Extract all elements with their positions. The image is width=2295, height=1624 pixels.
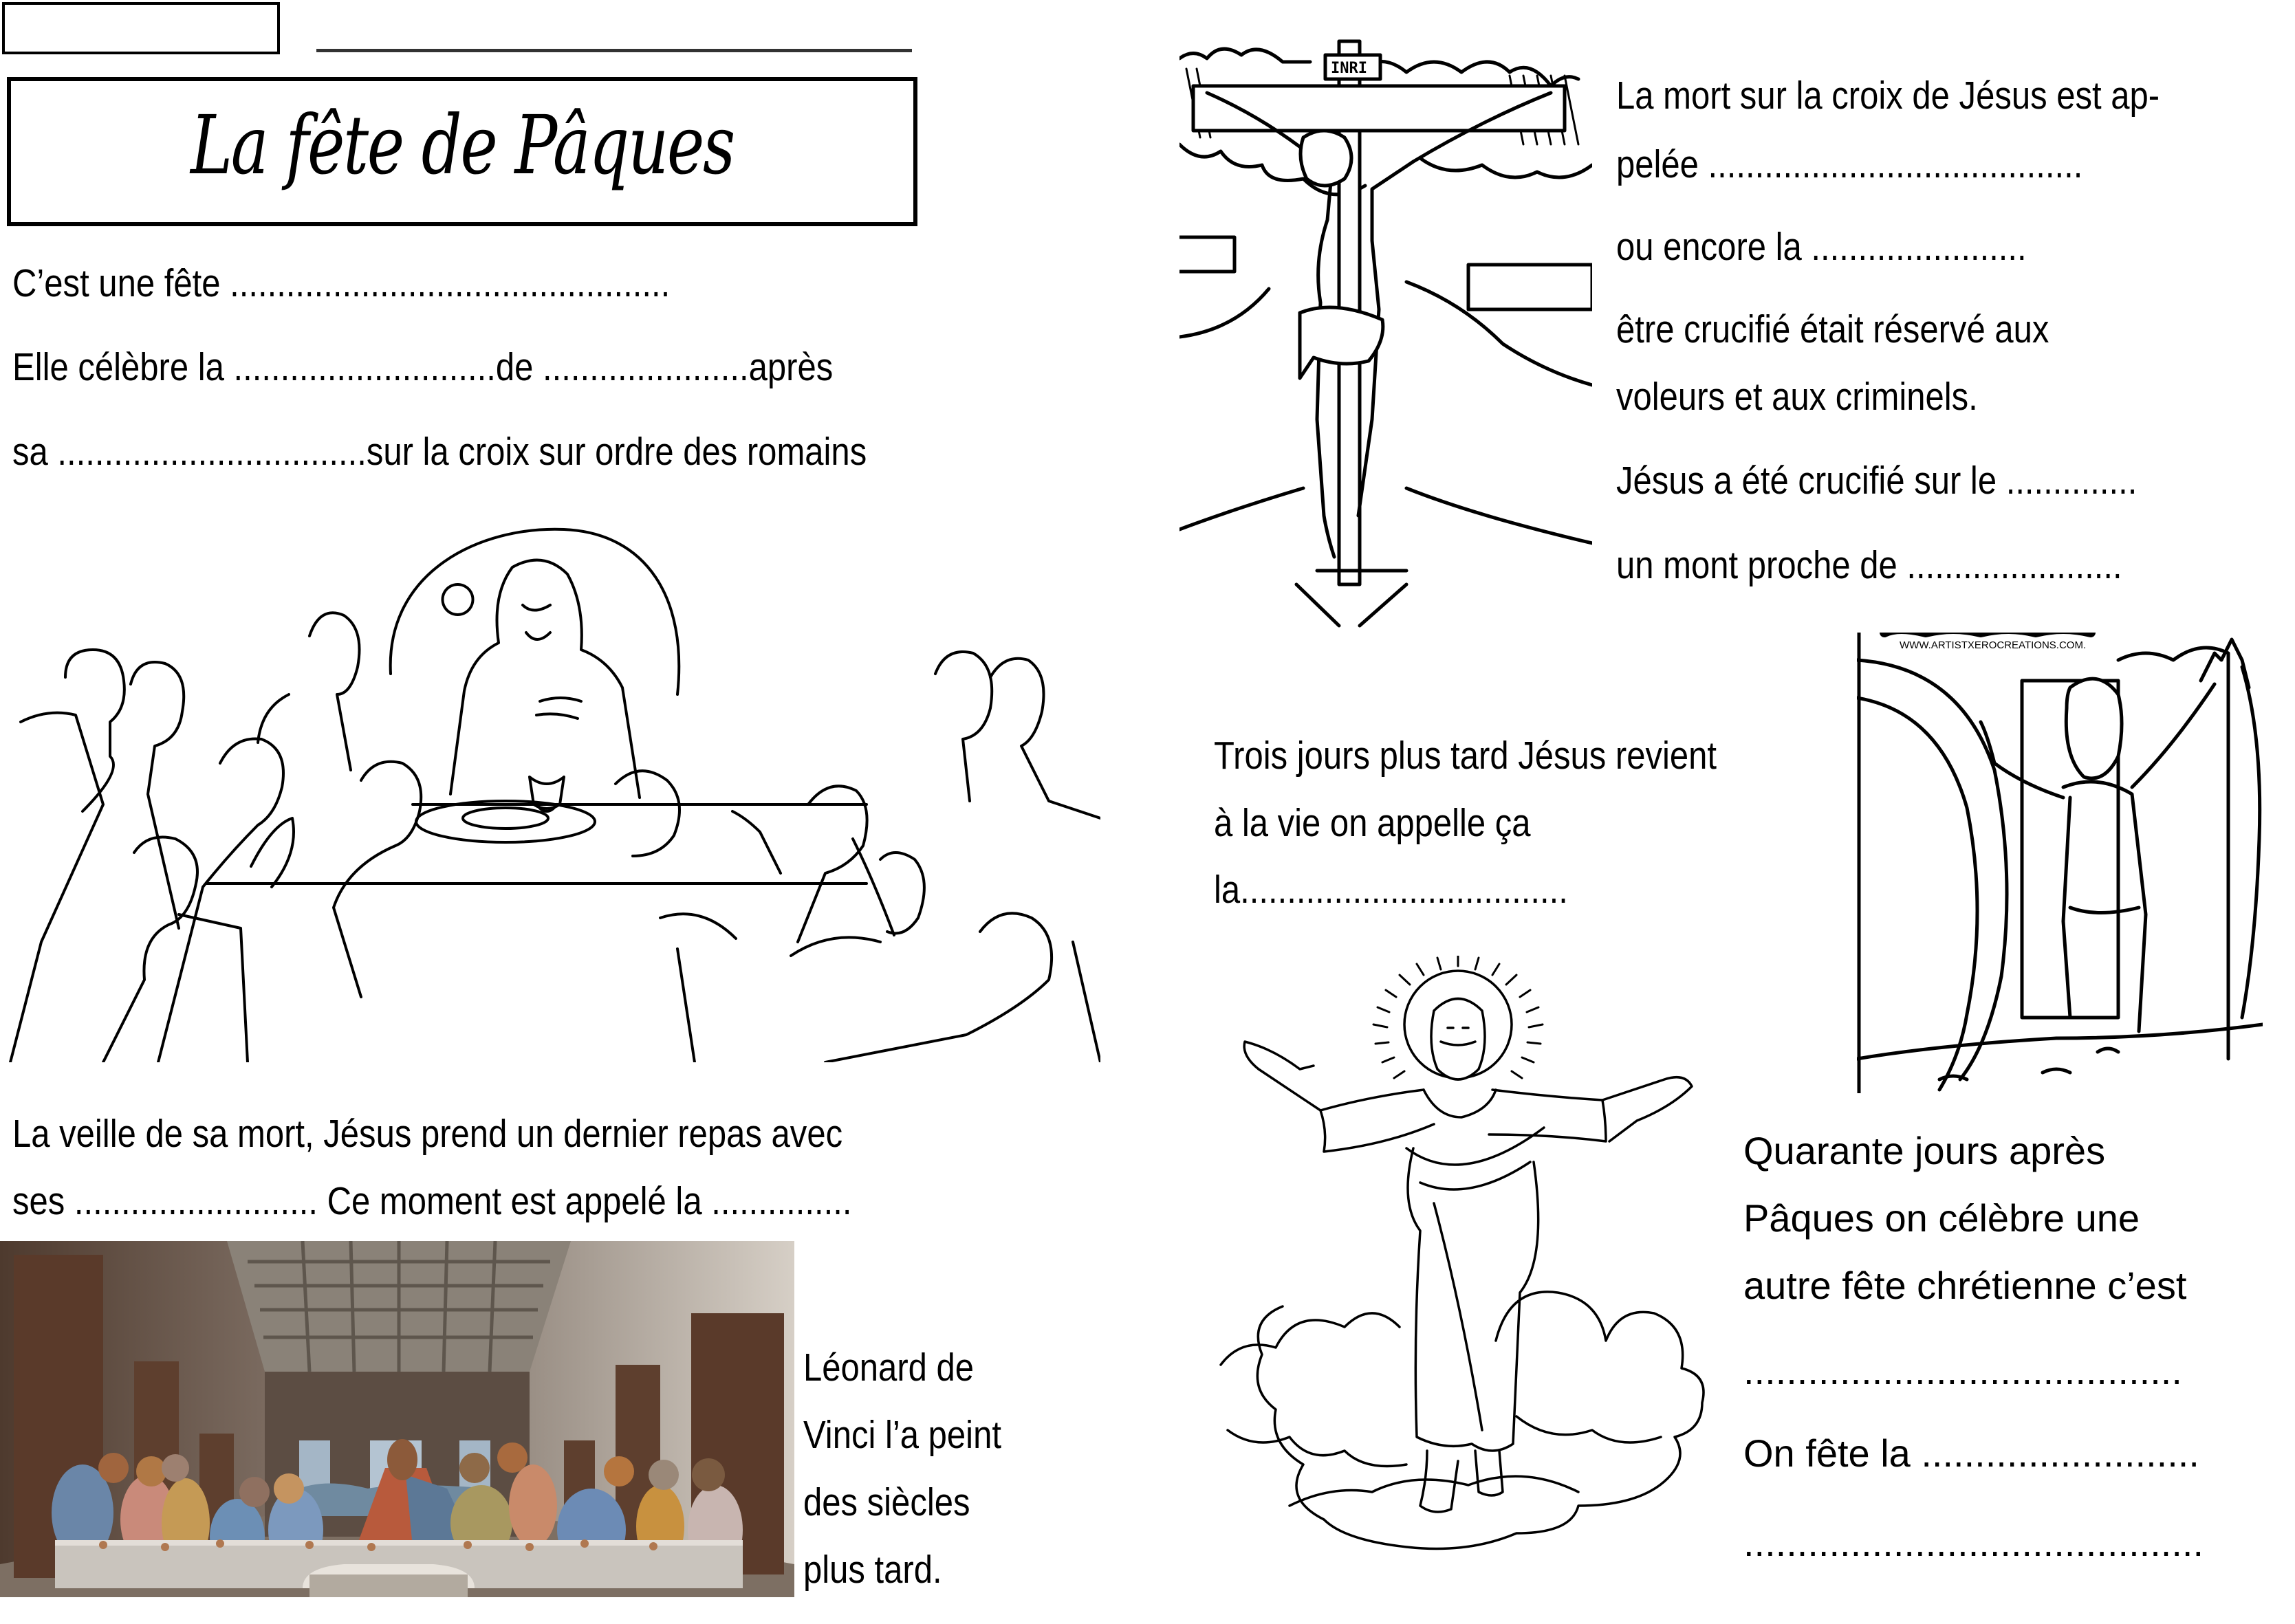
ascension-drawing [1200,956,1723,1595]
crucifixion-drawing [1179,34,1592,629]
intro-line-3: sa .................................sur la croix sur ordre des romains [12,430,867,474]
crucifixion-line-4: être crucifié était réservé aux [1616,307,2049,351]
da-vinci-last-supper-painting [0,1241,794,1597]
crucifixion-line-2: pelée ........................................ [1616,142,2083,186]
resurrection-line-3: la................................... [1214,868,1568,912]
last-supper-drawing [0,516,1100,1062]
ascension-line-1: Quarante jours après [1743,1129,2106,1172]
last-supper-line-2: ses .......................... Ce moment est appelé la ............... [12,1179,852,1223]
da-vinci-caption-line-1: Léonard de [803,1346,975,1390]
crucifixion-line-3: ou encore la ....................... [1616,225,2027,269]
da-vinci-caption-line-3: des siècles [803,1480,970,1524]
crucifixion-line-1: La mort sur la croix de Jésus est ap- [1616,74,2160,118]
da-vinci-caption-line-2: Vinci l’a peint [803,1413,1001,1457]
resurrection-line-2: à la vie on appelle ça [1214,801,1531,845]
ascension-line-4: On fête la .......................... [1743,1431,2199,1475]
ascension-answer-line-1[interactable]: ......................................... [1743,1349,2182,1392]
crucifixion-line-6: Jésus a été crucifié sur le .............. [1616,459,2138,503]
resurrection-line-1: Trois jours plus tard Jésus revient [1214,734,1717,778]
ascension-line-2: Pâques on célèbre une [1743,1196,2140,1240]
resurrection-tomb-drawing [1857,633,2263,1093]
name-box[interactable] [2,2,280,54]
ascension-line-3: autre fête chrétienne c’est [1743,1264,2187,1307]
watermark: WWW.ARTISTXEROCREATIONS.COM. [1900,639,2087,651]
ascension-answer-line-2[interactable]: ........................................... [1743,1521,2204,1564]
intro-line-2: Elle célèbre la ............................de ......................après [12,345,834,389]
intro-line-1: C’est une fête ............................................... [12,261,671,305]
name-line[interactable] [316,49,912,52]
page-title: La fête de Pâques [191,98,734,193]
last-supper-line-1: La veille de sa mort, Jésus prend un dernier repas avec [12,1112,843,1156]
title-box [7,77,917,226]
da-vinci-caption-line-4: plus tard. [803,1548,942,1592]
crucifixion-line-7: un mont proche de ....................... [1616,543,2122,587]
inri-sign: INRI [1331,60,1367,77]
crucifixion-line-5: voleurs et aux criminels. [1616,375,1978,419]
